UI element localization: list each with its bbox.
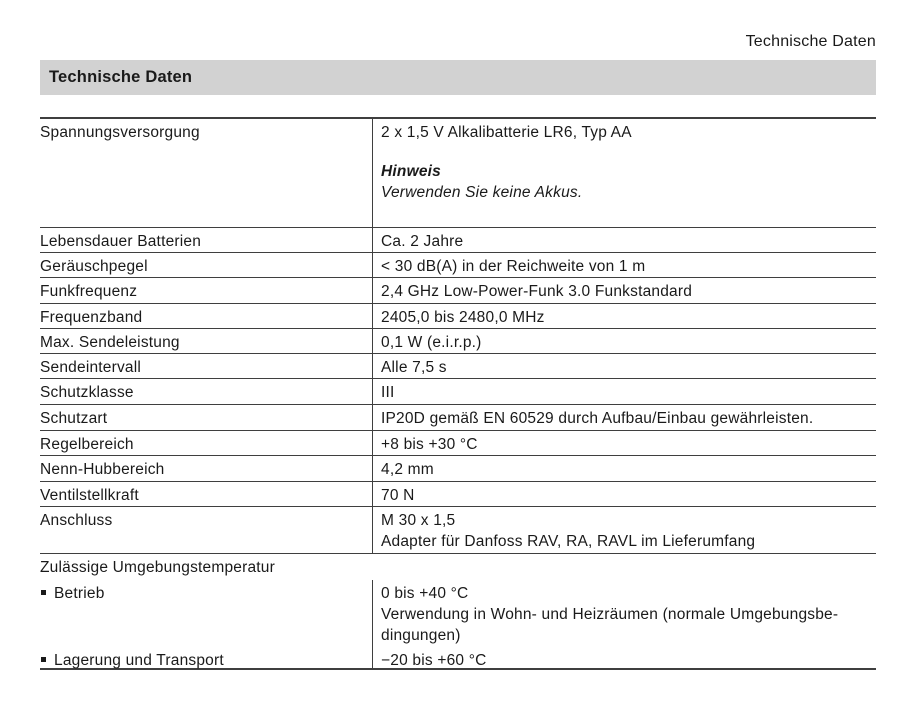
row-label: Lebensdauer Batterien (40, 233, 202, 250)
row-schutzart (40, 405, 876, 431)
row-label: Schutzart (40, 410, 108, 427)
row-lebensdauer-batterien (40, 228, 876, 253)
value-text: 2 x 1,5 V Alkalibatterie LR6, Typ AA (381, 124, 632, 141)
row-value: < 30 dB(A) in der Reichweite von 1 m (372, 253, 876, 277)
row-anschluss (40, 507, 876, 554)
row-label: Max. Sendeleistung (40, 334, 180, 351)
row-label: Anschluss (40, 512, 113, 529)
row-value: 4,2 mm (372, 456, 876, 481)
value-line: 0 bis +40 °C (381, 585, 469, 602)
row-label: Sendeintervall (40, 359, 142, 376)
row-label-text: Betrieb (54, 585, 105, 602)
row-value: III (372, 379, 876, 404)
row-value: −20 bis +60 °C (372, 647, 876, 668)
row-value: +8 bis +30 °C (372, 431, 876, 455)
row-label: Spannungsversorgung (40, 124, 200, 141)
row-value: 2405,0 bis 2480,0 MHz (372, 304, 876, 328)
row-value: Ca. 2 Jahre (372, 228, 876, 252)
value-line: Verwendung in Wohn- und Heizräumen (normale Umgebungsbe- (381, 606, 839, 623)
bullet-square-icon (41, 657, 46, 662)
value-line: dingungen) (381, 627, 461, 644)
row-nenn-hubbereich (40, 456, 876, 482)
technical-data-table (40, 117, 876, 670)
note-title: Hinweis (381, 163, 441, 180)
row-schutzklasse (40, 379, 876, 405)
row-value: Alle 7,5 s (372, 354, 876, 378)
value-line: Adapter für Danfoss RAV, RA, RAVL im Lieferumfang (381, 533, 756, 550)
section-title: Technische Daten (49, 68, 193, 86)
row-label: Frequenzband (40, 309, 143, 326)
row-label: Zulässige Umgebungstemperatur (40, 559, 275, 576)
row-sendeintervall (40, 354, 876, 379)
value-line: M 30 x 1,5 (381, 512, 456, 529)
row-value: 70 N (372, 482, 876, 506)
row-label: Regelbereich (40, 436, 134, 453)
row-ventilstellkraft (40, 482, 876, 507)
row-value (372, 507, 876, 553)
section-title-bar (40, 60, 876, 95)
row-betrieb (40, 580, 876, 647)
bullet-square-icon (41, 590, 46, 595)
row-label-text: Lagerung und Transport (54, 652, 224, 669)
running-header: Technische Daten (745, 33, 876, 50)
note-text: Verwenden Sie keine Akkus. (381, 184, 583, 201)
row-label (40, 647, 372, 668)
row-funkfrequenz (40, 278, 876, 304)
row-frequenzband (40, 304, 876, 329)
row-value: 0,1 W (e.i.r.p.) (372, 329, 876, 353)
row-regelbereich (40, 431, 876, 456)
row-label (40, 580, 372, 647)
row-value: 2,4 GHz Low-Power-Funk 3.0 Funkstandard (372, 278, 876, 303)
row-label: Geräuschpegel (40, 258, 148, 275)
row-value (372, 580, 876, 647)
row-geraeuschpegel (40, 253, 876, 278)
row-label: Schutzklasse (40, 384, 134, 401)
row-spannungsversorgung (40, 119, 876, 228)
row-value: IP20D gemäß EN 60529 durch Aufbau/Einbau gewährleisten. (372, 405, 876, 430)
row-max-sendeleistung (40, 329, 876, 354)
row-label: Ventilstellkraft (40, 487, 139, 504)
row-value (372, 119, 876, 227)
row-zulaessige-umgebungstemperatur (40, 554, 876, 580)
row-lagerung-und-transport (40, 647, 876, 668)
row-label: Nenn-Hubbereich (40, 461, 165, 478)
row-label: Funkfrequenz (40, 283, 138, 300)
